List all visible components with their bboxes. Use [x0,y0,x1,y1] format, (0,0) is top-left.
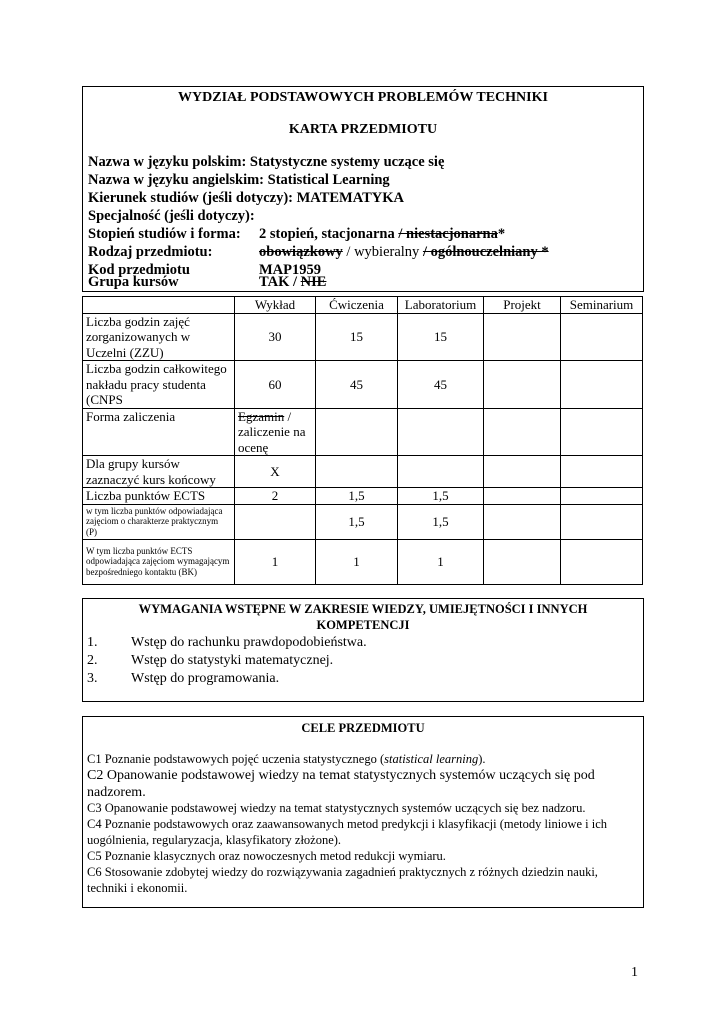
table-header-cell: Wykład [235,297,316,314]
table-cell [398,456,484,488]
table-cell [561,456,643,488]
goal-c5: C5 Poznanie klasycznych oraz nowoczesnych metod redukcji wymiaru. [87,849,446,863]
table-cell [484,539,561,584]
group-value-struck: NIE [300,274,327,290]
table-row [83,408,643,456]
degree-value-asterisk: * [497,226,506,242]
row-label: Dla grupy kursów zaznaczyć kurs końcowy [83,456,235,488]
course-name-pl: Nazwa w języku polskim: Statystyczne systemy uczące się [88,154,445,170]
row-label: Liczba godzin zajęć zorganizowanych w Uczelni (ZZU) [83,313,235,361]
table-cell: 45 [316,361,398,409]
table-cell: 30 [235,313,316,361]
list-item-text: Wstęp do statystyki matematycznej. [131,653,334,668]
table-cell [316,456,398,488]
table-cell: 1,5 [398,488,484,505]
faculty-title: WYDZIAŁ PODSTAWOWYCH PROBLEMÓW TECHNIKI [178,90,548,105]
card-title: KARTA PRZEDMIOTU [288,122,438,137]
table-header-row [83,297,643,314]
table-cell: 1 [398,539,484,584]
table-header-cell [83,297,235,314]
table-row [83,456,643,488]
table-row [83,504,643,539]
table-cell [316,408,398,456]
table-cell: 15 [398,313,484,361]
table-cell: 2 [235,488,316,505]
table-header-cell: Projekt [484,297,561,314]
list-item-number: 1. [87,635,98,650]
list-item-text: Wstęp do rachunku prawdopodobieństwa. [131,635,367,650]
row-label: Liczba punktów ECTS [83,488,235,505]
page-number: 1 [631,965,638,980]
list-item-number: 3. [87,671,98,686]
course-code-label: Kod przedmiotu [88,262,190,278]
list-item-number: 2. [87,653,98,668]
table-cell [484,456,561,488]
goal-c1 [87,751,639,767]
table-cell [561,539,643,584]
assessment-selected: / zaliczenie na ocenę [238,408,306,455]
requirements-title: WYMAGANIA WSTĘPNE W ZAKRESIE WIEDZY, UMIEJĘTNOŚCI I INNYCH KOMPETENCJI [138,602,588,632]
table-header-cell: Laboratorium [398,297,484,314]
goal-c2: C2 Opanowanie podstawowej wiedzy na temat statystycznych systemów uczących się pod nadzorem. [87,768,595,800]
table-cell [561,408,643,456]
course-group-value [259,274,326,291]
degree-value-struck: / niestacjonarna [398,226,498,242]
requirements-box [82,598,644,702]
table-cell: 45 [398,361,484,409]
table-header-cell: Seminarium [561,297,643,314]
table-cell [398,408,484,456]
group-value-text: TAK / [259,274,301,290]
row-label: Forma zaliczenia [83,408,235,456]
table-cell [484,408,561,456]
goals-title: CELE PRZEDMIOTU [301,721,425,735]
table-cell: 60 [235,361,316,409]
table-cell: 1 [316,539,398,584]
type-struck-1: obowiązkowy [259,244,343,260]
table-cell [561,361,643,409]
course-type-value [259,244,549,261]
course-type-label: Rodzaj przedmiotu: [88,244,213,260]
type-selected: / wybieralny [342,244,423,260]
assessment-form-cell [235,408,316,456]
table-cell: 1,5 [316,488,398,505]
goal-c1-italic: statistical learning [384,752,479,766]
list-item-text: Wstęp do programowania. [131,671,280,686]
table-cell: 15 [316,313,398,361]
course-goals-box [82,716,644,908]
row-label: W tym liczba punktów ECTS odpowiadająca zajęciom wymagającym bezpośredniego kontaktu (BK) [83,539,235,584]
table-cell [484,313,561,361]
goal-c4: C4 Poznanie podstawowych oraz zaawansowanych metod predykcji i klasyfikacji (metody liniowe i ich uogólnienia, regularyzacja, klasyfikatory złożone). [87,817,607,847]
degree-label: Stopień studiów i forma: [88,226,241,242]
goal-c1-text: C1 Poznanie podstawowych pojęć uczenia statystycznego ( [87,752,385,766]
table-cell [561,488,643,505]
course-group-label: Grupa kursów [88,274,179,290]
table-row [83,313,643,361]
table-cell [235,504,316,539]
table-row [83,488,643,505]
specialty: Specjalność (jeśli dotyczy): [88,208,255,224]
table-row [83,361,643,409]
table-row [83,539,643,584]
table-cell [484,361,561,409]
table-cell: 1,5 [398,504,484,539]
table-cell [484,504,561,539]
row-label: Liczba godzin całkowitego nakładu pracy studenta (CNPS [83,361,235,409]
course-code-value: MAP1959 [259,262,322,278]
assessment-struck: Egzamin [238,408,285,424]
degree-value [259,226,505,243]
goal-c6: C6 Stosowanie zdobytej wiedzy do rozwiązywania zagadnień praktycznych z różnych dziedzin nauki, techniki i ekonomii. [87,865,598,895]
table-cell: 1 [235,539,316,584]
hours-ects-table [82,296,643,585]
table-header-cell: Ćwiczenia [316,297,398,314]
field-of-study: Kierunek studiów (jeśli dotyczy): MATEMATYKA [88,190,405,206]
goal-c3: C3 Opanowanie podstawowej wiedzy na temat statystycznych systemów uczących się bez nadzoru. [87,801,586,815]
table-cell: 1,5 [316,504,398,539]
type-struck-2: / ogólnouczelniany * [422,244,549,260]
table-cell [561,313,643,361]
table-cell [561,504,643,539]
course-header-box [82,86,644,292]
goal-c1-end: ). [478,752,486,766]
table-cell: X [235,456,316,488]
row-label: w tym liczba punktów odpowiadająca zajęciom o charakterze praktycznym (P) [83,504,235,539]
degree-value-text: 2 stopień, stacjonarna [259,226,399,242]
table-cell [484,488,561,505]
course-name-en: Nazwa w języku angielskim: Statistical Learning [88,172,390,188]
